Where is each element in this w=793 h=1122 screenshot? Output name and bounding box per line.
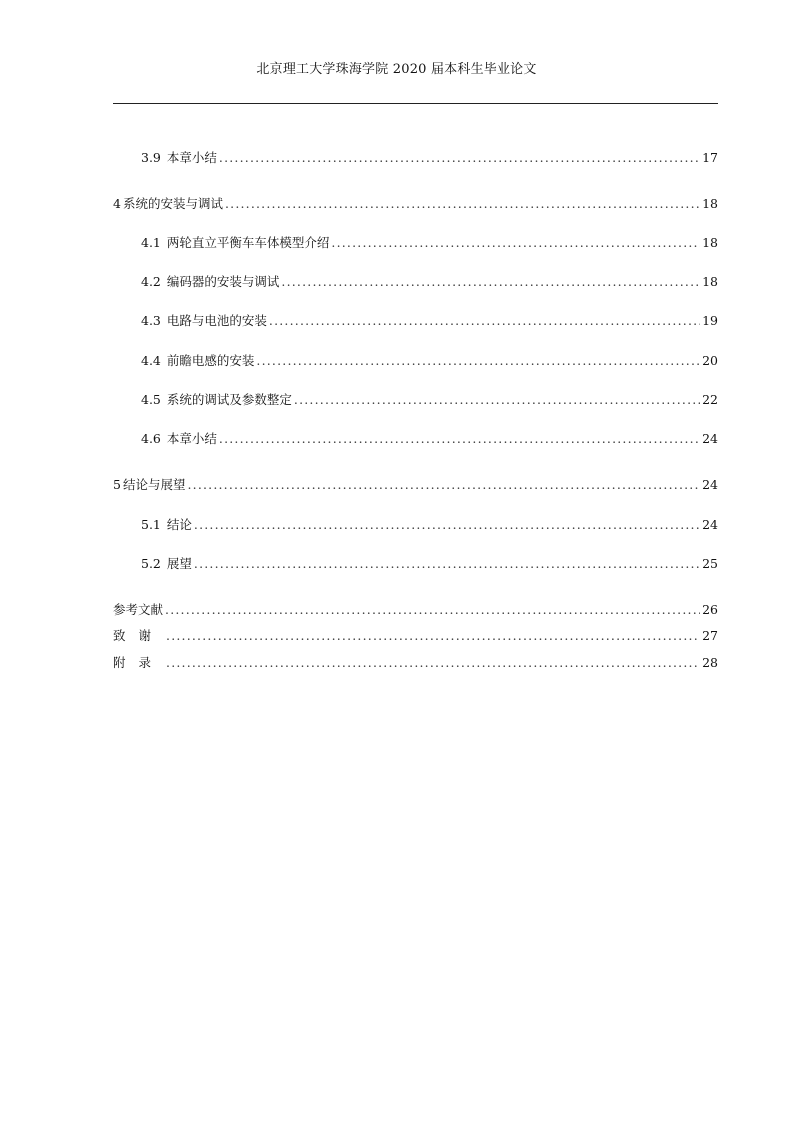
toc-entry-page: 26 [702,602,718,617]
toc-entry-number: 5.1 [141,517,161,532]
toc-entry-page: 24 [702,431,718,446]
toc-entry-page: 24 [702,517,718,532]
toc-entry-4-6[interactable] [141,429,718,449]
toc-entry-3-9[interactable] [141,148,718,168]
toc-entry-title: 附录 [113,655,165,670]
toc-leader-dots [256,353,700,368]
toc-entry-references[interactable] [113,600,718,620]
toc-leader-dots [166,655,700,670]
toc-entry-page: 28 [702,655,718,670]
toc-entry-title: 结论与展望 [122,477,186,492]
toc-entry-number: 4.5 [141,392,161,407]
toc-entry-4-2[interactable] [141,272,718,292]
toc-leader-dots [281,274,700,289]
toc-entry-number: 4 [113,196,121,211]
toc-entry-4-5[interactable] [141,390,718,410]
toc-entry-title: 展望 [166,556,192,571]
toc-leader-dots [194,556,700,571]
toc-entry-page: 18 [702,196,718,211]
toc-entry-page: 19 [702,313,718,328]
toc-entry-number: 4.1 [141,235,161,250]
toc-leader-dots [187,477,700,492]
toc-entry-title: 编码器的安装与调试 [166,274,280,289]
toc-leader-dots [225,196,700,211]
toc-leader-dots [165,602,700,617]
toc-entry-number: 4.2 [141,274,161,289]
toc-entry-number: 5.2 [141,556,161,571]
toc-entry-4-1[interactable] [141,233,718,253]
toc-entry-appendix[interactable] [113,653,718,673]
toc-entry-page: 18 [702,235,718,250]
toc-entry-5-2[interactable] [141,554,718,574]
toc-entry-page: 18 [702,274,718,289]
toc-entry-4-3[interactable] [141,311,718,331]
header-divider [113,103,718,104]
toc-entry-page: 25 [702,556,718,571]
toc-leader-dots [194,517,700,532]
toc-leader-dots [331,235,700,250]
toc-entry-number: 4.4 [141,353,161,368]
toc-entry-number: 4.3 [141,313,161,328]
toc-entry-5-1[interactable] [141,515,718,535]
toc-entry-title: 前瞻电感的安装 [166,353,255,368]
toc-entry-title: 致谢 [113,628,165,643]
toc-entry-title: 参考文献 [113,602,164,617]
toc-entry-title: 本章小结 [166,150,217,165]
toc-entry-4-4[interactable] [141,351,718,371]
toc-entry-title: 系统的安装与调试 [122,196,223,211]
toc-leader-dots [294,392,700,407]
toc-entry-acknowledgements[interactable] [113,626,718,646]
toc-leader-dots [219,431,700,446]
toc-entry-title: 结论 [166,517,192,532]
toc-entry-4[interactable] [113,194,718,214]
toc-entry-page: 22 [702,392,718,407]
toc-entry-page: 27 [702,628,718,643]
toc-entry-5[interactable] [113,475,718,495]
toc-leader-dots [166,628,700,643]
toc-leader-dots [269,313,700,328]
toc-entry-number: 3.9 [141,150,161,165]
toc-entry-title: 电路与电池的安装 [166,313,267,328]
toc-entry-title: 系统的调试及参数整定 [166,392,292,407]
toc-entry-number: 5 [113,477,121,492]
toc-entry-page: 24 [702,477,718,492]
toc-entry-page: 17 [702,150,718,165]
toc-entry-page: 20 [702,353,718,368]
toc-entry-number: 4.6 [141,431,161,446]
toc-leader-dots [219,150,700,165]
toc-entry-title: 两轮直立平衡车车体模型介绍 [166,235,330,250]
page-header-title: 北京理工大学珠海学院 2020 届本科生毕业论文 [256,62,537,77]
toc-entry-title: 本章小结 [166,431,217,446]
